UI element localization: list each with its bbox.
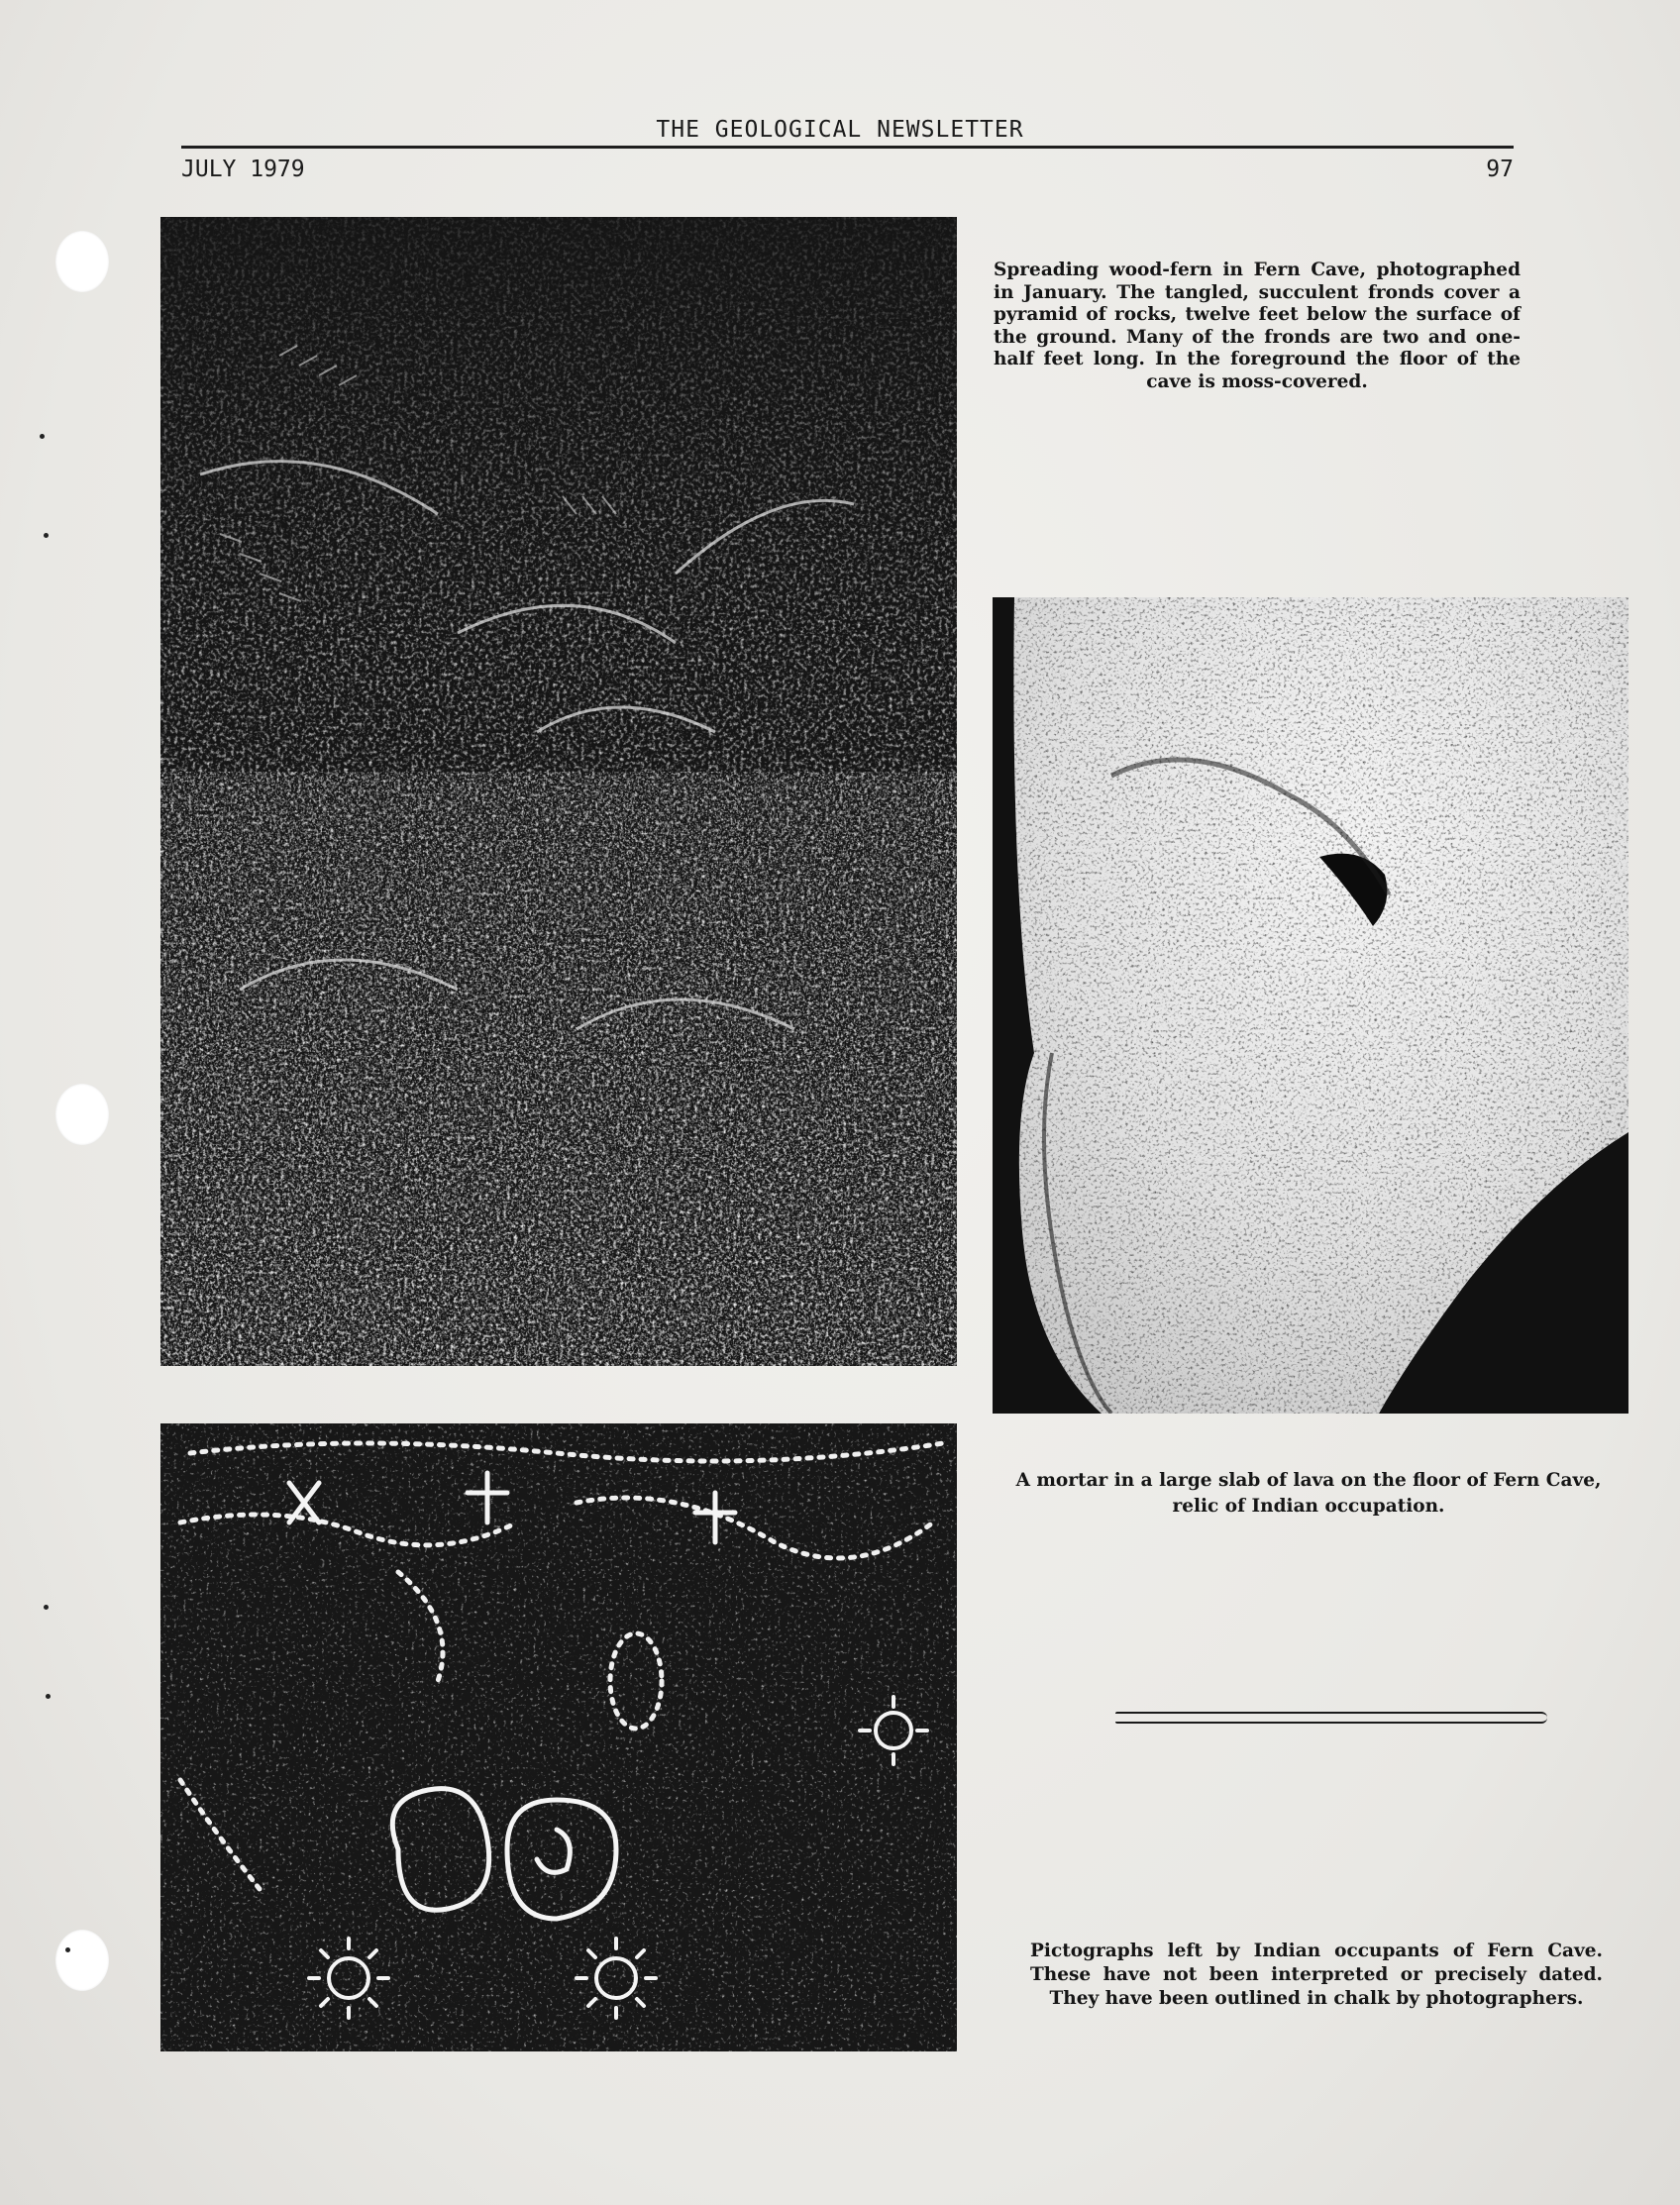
newsletter-title: THE GEOLOGICAL NEWSLETTER (656, 117, 1024, 143)
page-number: 97 (1486, 157, 1514, 182)
issue-date: JULY 1979 (181, 157, 305, 182)
binder-hole-top (55, 231, 109, 292)
binder-hole-middle (55, 1084, 109, 1145)
mortar-photo (993, 597, 1628, 1414)
fern-cave-photo (160, 217, 957, 1366)
scan-speck (46, 1694, 51, 1699)
header-rule (181, 146, 1514, 149)
scan-speck (40, 434, 45, 439)
pictographs-photo (160, 1423, 957, 2051)
pictographs-photo-caption: Pictographs left by Indian occupants of Fern Cave. These have not been interpreted or precisely dated. They have been outlined in chalk by photographers. (1030, 1941, 1603, 2009)
mortar-photo-caption: A mortar in a large slab of lava on the floor of Fern Cave, relic of Indian occupation. (1015, 1470, 1602, 1517)
scan-speck (44, 1605, 49, 1610)
fern-photo-caption: Spreading wood-fern in Fern Cave, photographed in January. The tangled, succulent fronds cover a pyramid of rocks, twelve feet below the surface of the ground. Many of the fronds are two and one-half feet long. In the foreground the floor of the cave is moss-covered. (994, 260, 1521, 392)
binder-hole-bottom (55, 1930, 109, 1991)
scan-speck (65, 1947, 70, 1952)
scan-speck (44, 533, 49, 538)
section-divider (1115, 1712, 1547, 1724)
